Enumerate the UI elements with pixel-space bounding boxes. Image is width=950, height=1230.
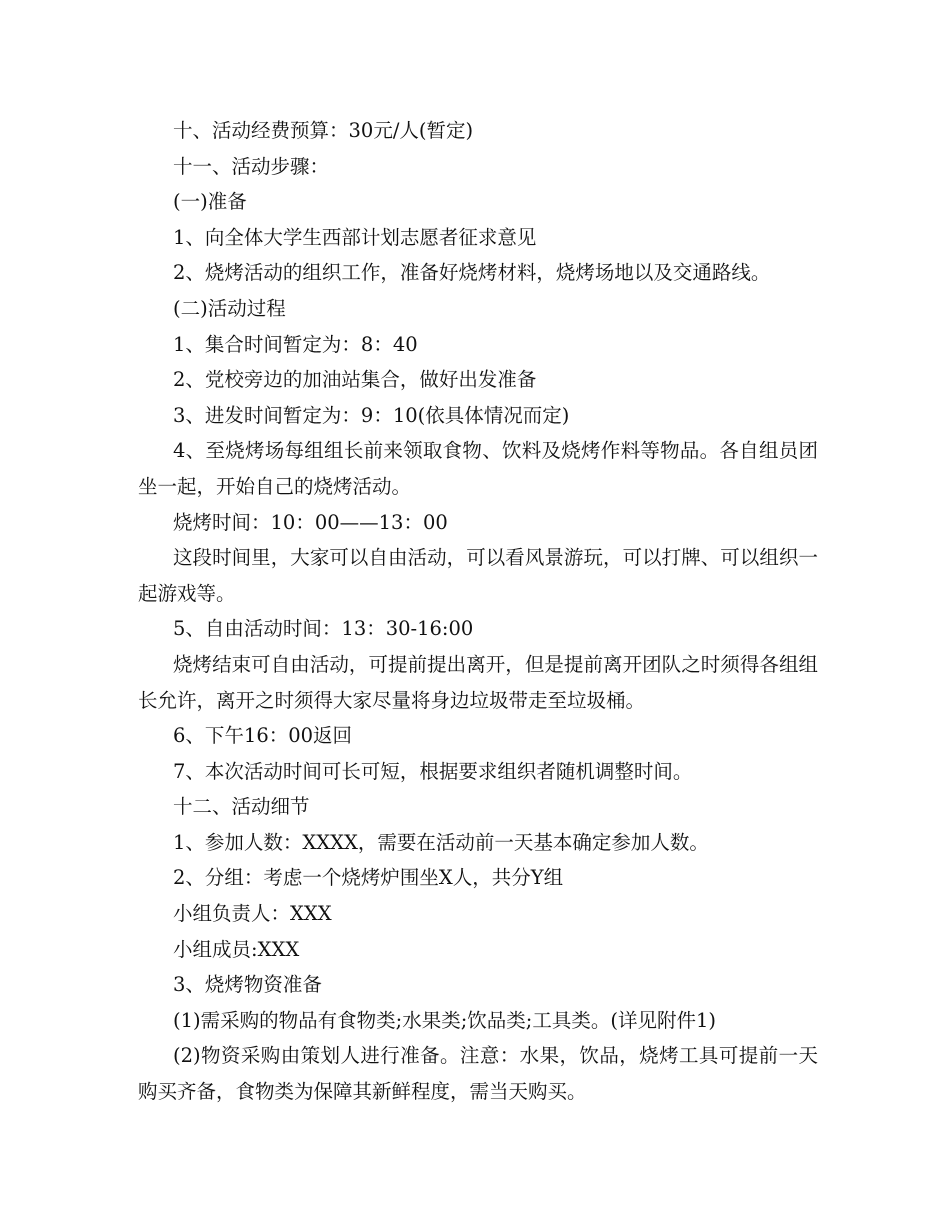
list-item: 1、向全体大学生西部计划志愿者征求意见 [173, 225, 537, 249]
list-item: 4、至烧烤场每组组长前来领取食物、饮料及烧烤作料等物品。各自组员团坐一起，开始自己的烧烤活动。 [138, 439, 818, 498]
list-item: 2、分组：考虑一个烧烤炉围坐X人，共分Y组 [173, 866, 564, 890]
section-heading-steps: 十一、活动步骤： [173, 154, 330, 178]
section-heading-budget: 十、活动经费预算：30元/人(暂定) [173, 119, 474, 142]
paragraph: 这段时间里，大家可以自由活动，可以看风景游玩，可以打牌、可以组织一起游戏等。 [138, 546, 818, 605]
list-item: 2、党校旁边的加油站集合，做好出发准备 [173, 368, 537, 392]
list-item: 6、下午16：00返回 [173, 724, 353, 748]
subheading-process: (二)活动过程 [173, 296, 286, 320]
list-item: 1、参加人数：XXXX，需要在活动前一天基本确定参加人数。 [173, 830, 709, 854]
paragraph: 烧烤结束可自由活动，可提前提出离开，但是提前离开团队之时须得各组组长允许，离开之时须得大家尽量将身边垃圾带走至垃圾桶。 [138, 652, 818, 712]
list-item: 7、本次活动时间可长可短，根据要求组织者随机调整时间。 [173, 759, 693, 783]
list-item: 3、烧烤物资准备 [173, 973, 322, 997]
paragraph: 小组成员:XXX [173, 937, 300, 961]
list-item: 5、自由活动时间：13：30-16:00 [173, 617, 474, 641]
list-item: 2、烧烤活动的组织工作，准备好烧烤材料，烧烤场地以及交通路线。 [173, 261, 771, 285]
subheading-preparation: (一)准备 [173, 190, 247, 214]
list-item: 3、进发时间暂定为：9：10(依具体情况而定) [173, 403, 570, 427]
list-item: 1、集合时间暂定为：8：40 [173, 332, 418, 356]
paragraph: 烧烤时间：10：00——13：00 [173, 510, 448, 534]
document-body [138, 113, 818, 1110]
section-heading-details: 十二、活动细节 [173, 795, 310, 819]
list-item: (2)物资采购由策划人进行准备。注意：水果，饮品，烧烤工具可提前一天购买齐备，食物类为保障其新鲜程度，需当天购买。 [138, 1044, 818, 1104]
list-item: (1)需采购的物品有食物类;水果类;饮品类;工具类。(详见附件1) [173, 1008, 716, 1032]
paragraph: 小组负责人：XXX [173, 902, 332, 926]
